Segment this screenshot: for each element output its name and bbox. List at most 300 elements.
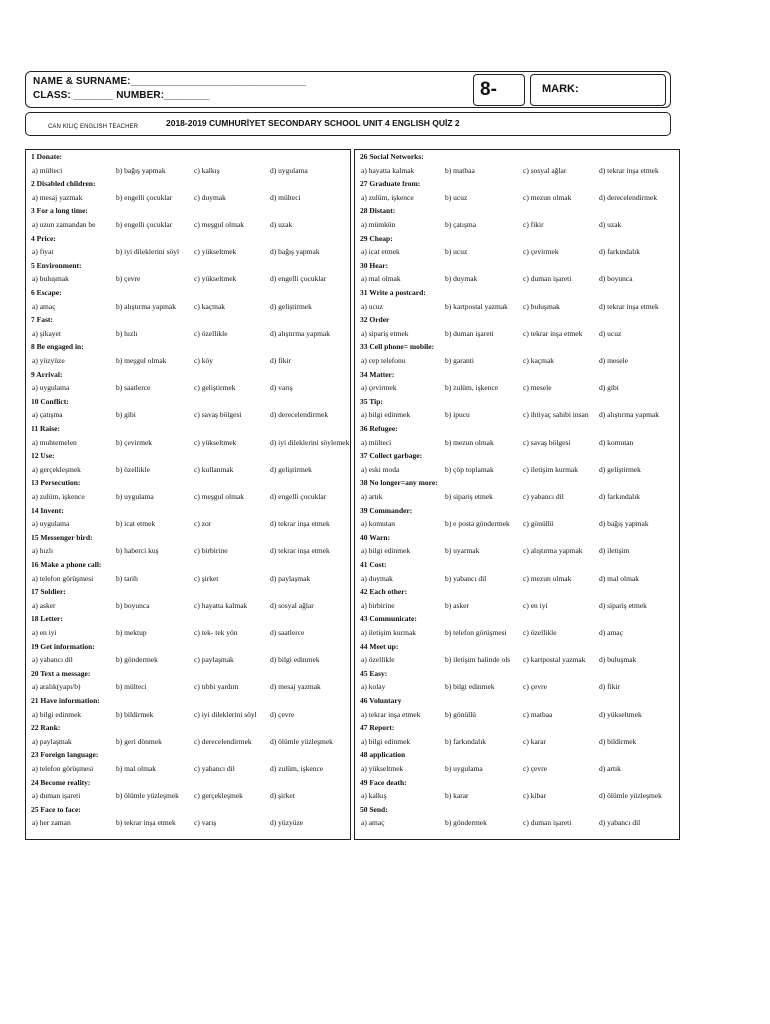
- answer-option[interactable]: a) özellikle: [361, 655, 395, 665]
- question-label: 5 Environment:: [31, 260, 82, 270]
- answer-option[interactable]: a) bilgi edinmek: [32, 709, 82, 719]
- answer-option[interactable]: a) hızlı: [32, 546, 54, 556]
- answer-option[interactable]: d) çevre: [270, 709, 295, 719]
- answer-option[interactable]: a) tekrar inşa etmek: [361, 709, 421, 719]
- answer-option[interactable]: a) her zaman: [32, 818, 71, 828]
- question-label: 47 Report:: [360, 723, 395, 733]
- answer-option[interactable]: c) tekrar inşa etmek: [523, 328, 583, 338]
- answer-option[interactable]: d) uygulama: [270, 165, 308, 175]
- answer-options-row: [26, 382, 350, 394]
- answer-option[interactable]: a) gerçekleşmek: [32, 464, 81, 474]
- answer-option[interactable]: b) çatışma: [445, 220, 477, 229]
- name-surname-label: NAME & SURNAME:_______________________________: [33, 76, 307, 87]
- answer-options-row: [355, 736, 679, 748]
- answer-option[interactable]: a) hayatta kalmak: [361, 165, 415, 175]
- answer-option[interactable]: b) engelli çocuklar: [116, 192, 173, 202]
- answer-options-row: [26, 790, 350, 802]
- answer-option[interactable]: d) sipariş etmek: [599, 600, 647, 610]
- answer-option[interactable]: d) mesaj yazmak: [270, 682, 321, 692]
- answer-option[interactable]: d) bilgi edinmek: [270, 655, 320, 665]
- answer-option[interactable]: b) asker: [445, 600, 469, 610]
- answer-option[interactable]: c) kibar: [523, 791, 547, 801]
- answer-option[interactable]: a) asker: [32, 600, 56, 610]
- question-label: 39 Commander:: [360, 505, 413, 515]
- answer-option[interactable]: b) farkındalık: [445, 736, 487, 746]
- question-label: 43 Communicate:: [360, 614, 417, 624]
- question-text: [26, 532, 350, 544]
- answer-options-row: [355, 301, 679, 313]
- answer-option[interactable]: d) mesele: [599, 356, 628, 365]
- answer-option[interactable]: a) çatışma: [32, 410, 63, 420]
- question-label: 2 Disabled children:: [31, 179, 96, 189]
- answer-option[interactable]: d) saatlerce: [270, 628, 305, 637]
- answer-option[interactable]: d) ölümle yüzleşmek: [599, 791, 662, 801]
- question-label: 16 Make a phone call:: [31, 560, 102, 569]
- answer-option[interactable]: b) mektup: [116, 628, 147, 637]
- answer-option[interactable]: d) mal olmak: [599, 573, 639, 583]
- answer-options-row: [26, 491, 350, 503]
- answer-option[interactable]: b) bilgi edinmek: [445, 682, 495, 692]
- answer-option[interactable]: a) komutan: [361, 519, 395, 529]
- answer-option[interactable]: c) ihtiyaç sahibi insan: [523, 410, 589, 420]
- answer-option[interactable]: d) tekrar inşa etmek: [270, 546, 330, 556]
- answer-options-row: [355, 328, 679, 340]
- question-label: 29 Cheap:: [360, 233, 393, 243]
- answer-option[interactable]: a) buluşmak: [32, 274, 69, 284]
- question-text: [355, 341, 679, 353]
- answer-option[interactable]: b) boyunca: [116, 600, 150, 610]
- answer-option[interactable]: d) fikir: [599, 682, 621, 692]
- question-label: 11 Raise:: [31, 424, 60, 433]
- questions-column-right: [354, 149, 680, 840]
- answer-option[interactable]: a) yükseltmek: [361, 764, 404, 773]
- answer-option[interactable]: a) kalkış: [361, 791, 387, 801]
- answer-option[interactable]: a) icat etmek: [361, 247, 400, 257]
- answer-option[interactable]: d) yüzyüze: [270, 818, 304, 828]
- question-label: 22 Rank:: [31, 723, 61, 733]
- answer-option[interactable]: b) ölümle yüzleşmek: [116, 791, 179, 801]
- answer-option[interactable]: a) mesaj yazmak: [32, 192, 83, 202]
- answer-option[interactable]: b) göndermek: [445, 818, 487, 828]
- answer-option[interactable]: a) muhtemelen: [32, 437, 77, 447]
- question-text: [355, 233, 679, 245]
- answer-option[interactable]: d) farkındalık: [599, 247, 641, 257]
- answer-options-row: [26, 600, 350, 612]
- answer-option[interactable]: b) telefon görüşmesi: [445, 628, 507, 637]
- answer-option[interactable]: b) geri dönmek: [116, 736, 162, 746]
- question-text: [355, 586, 679, 598]
- answer-options-row: [26, 301, 350, 313]
- answer-option[interactable]: b) uygulama: [116, 492, 154, 501]
- answer-option[interactable]: c) köy: [194, 356, 213, 365]
- answer-options-row: [355, 355, 679, 367]
- answer-option[interactable]: b) duman işareti: [445, 328, 494, 338]
- answer-option[interactable]: a) yüzyüze: [32, 356, 65, 365]
- answer-option[interactable]: c) matbaa: [523, 709, 553, 719]
- answer-option[interactable]: d) komutan: [599, 437, 634, 447]
- answer-option[interactable]: d) iyi dileklerini söylemek: [270, 437, 350, 447]
- answer-option[interactable]: a) şikayet: [32, 328, 61, 338]
- question-text: [26, 314, 350, 326]
- answer-options-row: [355, 763, 679, 775]
- answer-options-row: [355, 681, 679, 693]
- question-text: [26, 505, 350, 517]
- answer-option[interactable]: a) uygulama: [32, 519, 70, 529]
- answer-options-row: [26, 192, 350, 204]
- answer-option[interactable]: c) tıbbi yardım: [194, 682, 239, 692]
- answer-option[interactable]: b) bağış yapmak: [116, 165, 166, 175]
- answer-option[interactable]: a) uzun zamandan be: [32, 220, 96, 229]
- answer-option[interactable]: c) iyi dileklerini söyl: [194, 709, 257, 719]
- answer-option[interactable]: b) duymak: [445, 274, 478, 284]
- answer-option[interactable]: c) çevre: [523, 682, 547, 692]
- answer-options-row: [355, 246, 679, 258]
- mark-label: MARK:: [530, 74, 666, 106]
- answer-option[interactable]: a) iletişim kurmak: [361, 628, 416, 637]
- answer-option[interactable]: c) savaş bölgesi: [523, 437, 571, 447]
- answer-options-row: [26, 518, 350, 530]
- answer-option[interactable]: b) e posta göndermek: [445, 519, 510, 529]
- question-label: 31 Write a postcard:: [360, 288, 426, 297]
- answer-option[interactable]: d) buluşmak: [599, 655, 637, 665]
- answer-option[interactable]: c) mezun olmak: [523, 192, 572, 202]
- answer-options-row: [26, 654, 350, 666]
- answer-options-row: [355, 518, 679, 530]
- answer-option[interactable]: b) engelli çocuklar: [116, 220, 173, 229]
- answer-option[interactable]: b) gibi: [116, 410, 136, 420]
- answer-option[interactable]: d) tekrar inşa etmek: [599, 301, 659, 311]
- answer-option[interactable]: d) tekrar inşa etmek: [599, 165, 659, 175]
- question-label: 40 Warn:: [360, 532, 391, 542]
- question-text: [26, 477, 350, 489]
- answer-option[interactable]: c) özellikle: [194, 328, 228, 338]
- answer-option[interactable]: d) fikir: [270, 356, 292, 365]
- question-label: 17 Soldier:: [31, 587, 66, 597]
- answer-option[interactable]: b) uygulama: [445, 764, 483, 773]
- answer-options-row: [26, 627, 350, 639]
- answer-options-row: [26, 736, 350, 748]
- answer-option[interactable]: d) geliştirmek: [270, 301, 312, 311]
- answer-option[interactable]: b) tekrar inşa etmek: [116, 818, 176, 828]
- answer-option[interactable]: c) kalkış: [194, 165, 220, 175]
- answer-option[interactable]: b) garanti: [445, 356, 474, 365]
- answer-option[interactable]: a) fiyat: [32, 247, 54, 257]
- answer-option[interactable]: c) mezun olmak: [523, 573, 572, 583]
- answer-option[interactable]: d) paylaşmak: [270, 573, 311, 583]
- answer-option[interactable]: b) yabancı dil: [445, 573, 487, 583]
- answer-option[interactable]: c) duymak: [194, 192, 226, 202]
- question-text: [355, 260, 679, 272]
- answer-option[interactable]: c) iletişim kurmak: [523, 464, 578, 474]
- answer-option[interactable]: c) varış: [194, 818, 217, 828]
- answer-option[interactable]: d) ölümle yüzleşmek: [270, 736, 333, 746]
- answer-options-row: [355, 219, 679, 231]
- answer-options-row: [355, 627, 679, 639]
- answer-option[interactable]: c) çevre: [523, 764, 547, 773]
- question-text: [355, 178, 679, 190]
- answer-option[interactable]: c) alıştırma yapmak: [523, 546, 583, 556]
- answer-option[interactable]: b) özellikle: [116, 464, 150, 474]
- answer-option[interactable]: c) gerçekleşmek: [194, 791, 243, 801]
- answer-option[interactable]: d) iletişim: [599, 546, 630, 556]
- answer-option[interactable]: a) ucuz: [361, 301, 383, 311]
- answer-option[interactable]: a) birbirine: [361, 600, 395, 610]
- question-text: [26, 205, 350, 217]
- answer-option[interactable]: c) buluşmak: [523, 301, 560, 311]
- answer-option[interactable]: c) hayatta kalmak: [194, 600, 248, 610]
- answer-option[interactable]: d) mülteci: [270, 192, 301, 202]
- answer-option[interactable]: c) duman işareti: [523, 274, 572, 284]
- answer-option[interactable]: b) matbaa: [445, 165, 475, 175]
- question-label: 38 No longer=any more:: [360, 478, 438, 488]
- page-title: 2018-2019 CUMHURİYET SECONDARY SCHOOL UNIT 4 ENGLISH QUİZ 2: [166, 118, 460, 128]
- answer-option[interactable]: c) birbirine: [194, 546, 228, 556]
- answer-option[interactable]: c) özellikle: [523, 628, 557, 637]
- question-text: [26, 586, 350, 598]
- question-text: [26, 641, 350, 653]
- answer-option[interactable]: c) kaçmak: [194, 301, 226, 311]
- answer-options-row: [26, 709, 350, 721]
- answer-option[interactable]: d) artık: [599, 764, 621, 773]
- answer-options-row: [26, 165, 350, 177]
- answer-option[interactable]: b) çöp toplamak: [445, 464, 494, 474]
- question-label: 12 Use:: [31, 451, 55, 461]
- answer-option[interactable]: a) mümkün: [361, 220, 396, 229]
- answer-option[interactable]: a) çevirmek: [361, 383, 397, 393]
- answer-option[interactable]: b) ipucu: [445, 410, 470, 420]
- answer-option[interactable]: b) meşgul olmak: [116, 356, 167, 365]
- question-text: [355, 668, 679, 680]
- answer-option[interactable]: d) sosyal ağlar: [270, 600, 314, 610]
- answer-option[interactable]: c) derecelendirmek: [194, 736, 252, 746]
- answer-option[interactable]: b) sipariş etmek: [445, 492, 493, 501]
- answer-option[interactable]: c) sosyal ağlar: [523, 165, 567, 175]
- answer-option[interactable]: c) kullanmak: [194, 464, 234, 474]
- answer-option[interactable]: d) amaç: [599, 628, 623, 637]
- question-label: 42 Each other:: [360, 587, 408, 597]
- question-text: [26, 151, 350, 163]
- answer-option[interactable]: d) varış: [270, 383, 293, 393]
- answer-options-row: [26, 246, 350, 258]
- answer-option[interactable]: a) paylaşmak: [32, 736, 72, 746]
- answer-options-row: [355, 273, 679, 285]
- answer-options-row: [355, 165, 679, 177]
- answer-option[interactable]: c) yabancı dil: [194, 764, 235, 773]
- answer-option[interactable]: c) paylaşmak: [194, 655, 234, 665]
- answer-option[interactable]: c) fikir: [523, 220, 544, 229]
- answer-option[interactable]: b) göndermek: [116, 655, 158, 665]
- answer-option[interactable]: d) boyunca: [599, 274, 633, 284]
- answer-option[interactable]: b) hızlı: [116, 328, 138, 338]
- answer-option[interactable]: a) mülteci: [32, 165, 63, 175]
- answer-options-row: [355, 437, 679, 449]
- answer-option[interactable]: a) bilgi edinmek: [361, 546, 411, 556]
- answer-options-row: [355, 573, 679, 585]
- question-text: [26, 341, 350, 353]
- question-label: 49 Face death:: [360, 777, 407, 787]
- answer-option[interactable]: a) duymak: [361, 573, 393, 583]
- answer-option[interactable]: d) tekrar inşa etmek: [270, 519, 330, 529]
- question-label: 20 Text a message:: [31, 668, 91, 678]
- question-label: 13 Persecution:: [31, 478, 81, 488]
- answer-option[interactable]: b) alıştırma yapmak: [116, 301, 176, 311]
- answer-option[interactable]: b) zulüm, işkence: [445, 383, 499, 393]
- answer-option[interactable]: d) engelli çocuklar: [270, 274, 327, 284]
- answer-option[interactable]: a) sipariş etmek: [361, 328, 409, 338]
- answer-option[interactable]: a) artık: [361, 492, 383, 501]
- question-label: 32 Order: [360, 315, 390, 325]
- answer-option[interactable]: c) savaş bölgesi: [194, 410, 242, 420]
- answer-option[interactable]: b) ucuz: [445, 192, 468, 202]
- answer-option[interactable]: b) çevre: [116, 274, 141, 284]
- answer-option[interactable]: c) şirket: [194, 573, 219, 583]
- answer-option[interactable]: c) meşgul olmak: [194, 492, 244, 501]
- answer-option[interactable]: a) zulüm, işkence: [32, 492, 85, 501]
- answer-options-row: [26, 437, 350, 449]
- question-label: 36 Refugee:: [360, 424, 398, 433]
- answer-option[interactable]: d) yabancı dil: [599, 818, 641, 828]
- question-text: [26, 423, 350, 435]
- question-label: 26 Social Networks:: [360, 152, 424, 161]
- question-text: [355, 505, 679, 517]
- answer-option[interactable]: c) en iyi: [523, 600, 548, 610]
- answer-option[interactable]: b) saatlerce: [116, 383, 151, 393]
- answer-option[interactable]: a) bilgi edinmek: [361, 736, 411, 746]
- answer-option[interactable]: d) geliştirmek: [599, 464, 641, 474]
- answer-option[interactable]: d) ucuz: [599, 328, 622, 338]
- answer-options-row: [355, 382, 679, 394]
- answer-option[interactable]: c) yabancı dil: [523, 492, 564, 501]
- answer-option[interactable]: b) mal olmak: [116, 764, 156, 773]
- question-label: 14 Invent:: [31, 505, 64, 515]
- answer-option[interactable]: c) kartpostal yazmak: [523, 655, 586, 665]
- answer-option[interactable]: c) geliştirmek: [194, 383, 236, 393]
- answer-option[interactable]: a) kolay: [361, 682, 386, 692]
- question-label: 34 Matter:: [360, 369, 395, 379]
- question-text: [355, 314, 679, 326]
- answer-option[interactable]: b) mezun olmak: [445, 437, 494, 447]
- answer-option[interactable]: c) çevirmek: [523, 247, 559, 257]
- answer-option[interactable]: b) mülteci: [116, 682, 147, 692]
- answer-option[interactable]: b) uyarmak: [445, 546, 480, 556]
- answer-option[interactable]: d) farkındalık: [599, 492, 641, 501]
- answer-option[interactable]: a) en iyi: [32, 628, 57, 637]
- question-text: [26, 613, 350, 625]
- answer-option[interactable]: d) yükseltmek: [599, 709, 642, 719]
- answer-option[interactable]: a) duman işareti: [32, 791, 81, 801]
- teacher-label: CAN KILIÇ ENGLISH TEACHER: [48, 124, 139, 130]
- answer-option[interactable]: c) tek- tek yön: [194, 628, 238, 637]
- answer-option[interactable]: a) uygulama: [32, 383, 70, 393]
- answer-options-row: [26, 409, 350, 421]
- answer-option[interactable]: d) bağış yapmak: [599, 519, 649, 529]
- answer-option[interactable]: c) yükseltmek: [194, 274, 237, 284]
- answer-option[interactable]: d) derecelendirmek: [599, 192, 658, 202]
- answer-option[interactable]: b) çevirmek: [116, 437, 153, 447]
- answer-option[interactable]: a) mülteci: [361, 437, 392, 447]
- answer-option[interactable]: d) uzak: [270, 220, 293, 229]
- answer-option[interactable]: d) bildirmek: [599, 736, 637, 746]
- question-text: [355, 722, 679, 734]
- question-text: [355, 641, 679, 653]
- answer-option[interactable]: b) iyi dileklerini söyl: [116, 247, 180, 257]
- answer-option[interactable]: d) uzak: [599, 220, 622, 229]
- answer-option[interactable]: b) icat etmek: [116, 519, 156, 529]
- question-label: 3 For a long time:: [31, 206, 88, 216]
- answer-options-row: [26, 219, 350, 231]
- answer-option[interactable]: a) mal olmak: [361, 274, 401, 284]
- answer-option[interactable]: d) alıştırma yapmak: [599, 410, 659, 420]
- answer-option[interactable]: c) karar: [523, 736, 547, 746]
- answer-option[interactable]: a) yabancı dil: [32, 655, 73, 665]
- answer-options-row: [26, 464, 350, 476]
- answer-option[interactable]: a) bilgi edinmek: [361, 410, 411, 420]
- question-text: [355, 369, 679, 381]
- answer-option[interactable]: b) tarih: [116, 573, 138, 583]
- answer-option[interactable]: c) meşgul olmak: [194, 220, 244, 229]
- answer-option[interactable]: a) eski moda: [361, 464, 400, 474]
- question-label: 6 Escape:: [31, 288, 62, 297]
- answer-option[interactable]: a) amaç: [32, 301, 56, 311]
- answer-option[interactable]: c) yükseltmek: [194, 247, 237, 257]
- answer-option[interactable]: d) geliştirmek: [270, 464, 312, 474]
- question-text: [355, 151, 679, 163]
- answer-option[interactable]: a) amaç: [361, 818, 385, 828]
- question-label: 37 Collect garbage:: [360, 451, 423, 461]
- answer-option[interactable]: d) şirket: [270, 791, 295, 801]
- answer-option[interactable]: c) yükseltmek: [194, 437, 237, 447]
- answer-option[interactable]: d) derecelendirmek: [270, 410, 329, 420]
- answer-option[interactable]: a) cep telefonu: [361, 356, 406, 365]
- question-label: 18 Letter:: [31, 614, 63, 624]
- question-label: 33 Cell phone= mobile:: [360, 342, 435, 352]
- answer-option[interactable]: b) ucuz: [445, 247, 468, 257]
- answer-option[interactable]: a) aralık(yapı/b): [32, 682, 81, 692]
- answer-option[interactable]: b) karar: [445, 791, 469, 801]
- answer-option[interactable]: d) bağış yapmak: [270, 247, 320, 257]
- answer-option[interactable]: c) zor: [194, 519, 212, 529]
- question-text: [26, 233, 350, 245]
- answer-option[interactable]: c) kaçmak: [523, 356, 555, 365]
- answer-option[interactable]: c) mesele: [523, 383, 552, 393]
- answer-options-row: [355, 464, 679, 476]
- answer-option[interactable]: d) zulüm, işkence: [270, 764, 324, 773]
- answer-option[interactable]: b) bildirmek: [116, 709, 154, 719]
- answer-option[interactable]: d) alıştırma yapmak: [270, 328, 330, 338]
- answer-option[interactable]: a) telefon görüşmesi: [32, 573, 94, 583]
- answer-option[interactable]: b) gönüllü: [445, 709, 477, 719]
- answer-option[interactable]: d) engelli çocuklar: [270, 492, 327, 501]
- answer-option[interactable]: b) iletişim halinde ols: [445, 655, 511, 665]
- answer-option[interactable]: d) gibi: [599, 383, 619, 393]
- answer-options-row: [355, 654, 679, 666]
- question-label: 41 Cost:: [360, 560, 387, 569]
- answer-option[interactable]: c) gönüllü: [523, 519, 554, 529]
- answer-options-row: [355, 709, 679, 721]
- answer-option[interactable]: b) haberci kuş: [116, 546, 159, 556]
- question-text: [26, 695, 350, 707]
- question-text: [355, 559, 679, 571]
- question-label: 19 Get information:: [31, 641, 95, 651]
- question-label: 15 Messenger bird:: [31, 532, 93, 542]
- answer-option[interactable]: c) duman işareti: [523, 818, 572, 828]
- answer-option[interactable]: a) zulüm, işkence: [361, 192, 414, 202]
- answer-options-row: [26, 763, 350, 775]
- answer-option[interactable]: b) kartpostal yazmak: [445, 301, 508, 311]
- answer-option[interactable]: a) telefon görüşmesi: [32, 764, 94, 773]
- question-label: 35 Tip:: [360, 396, 383, 406]
- question-text: [26, 369, 350, 381]
